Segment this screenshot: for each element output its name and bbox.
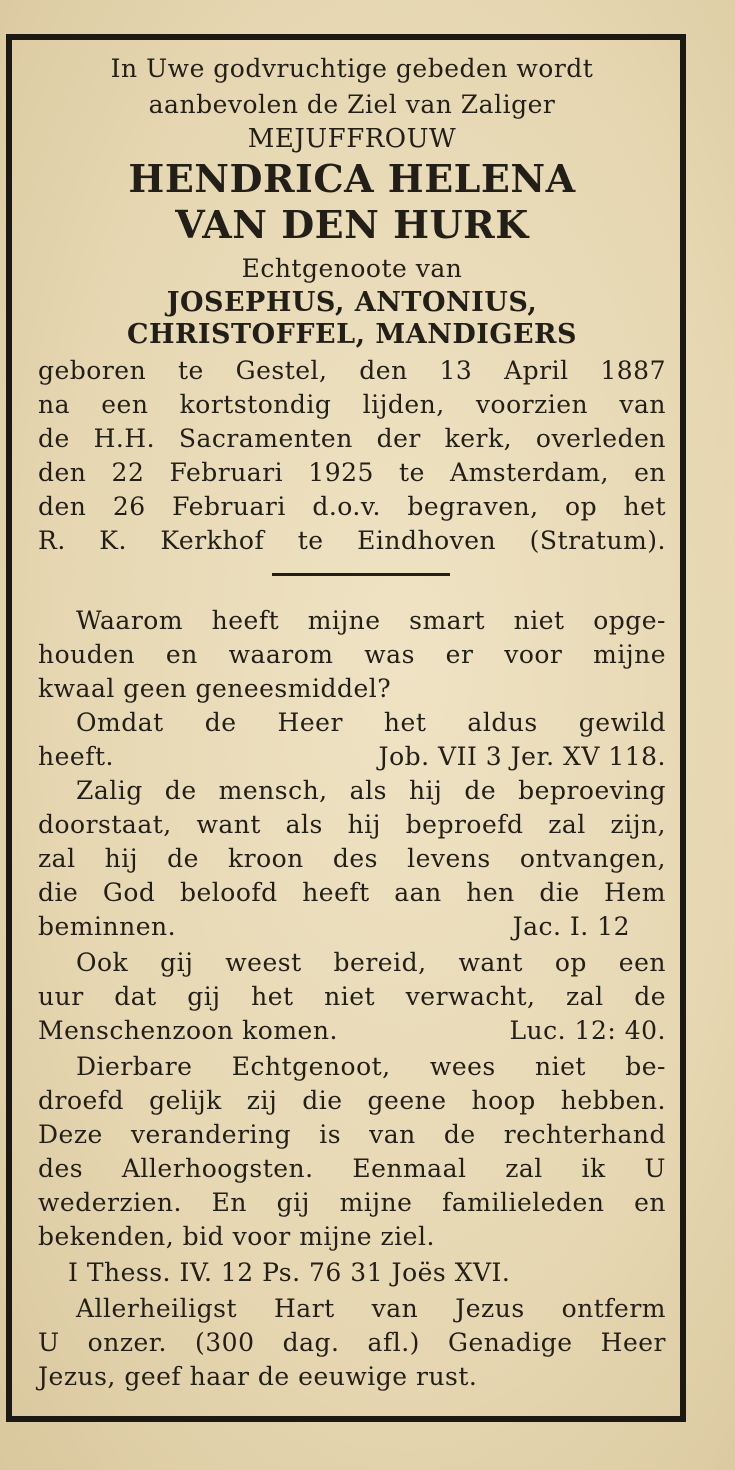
verse-line: zal hij de kroon des levens ontvangen, (38, 844, 666, 873)
verse-line: Omdat de Heer het aldus gewild (76, 708, 666, 737)
verse-line-start: beminnen. (38, 912, 177, 941)
verse-line: wederzien. En gij mijne familieleden en (38, 1188, 666, 1217)
verse-line: Dierbare Echtgenoot, wees niet be- (76, 1052, 666, 1081)
verse-line: Ook gij weest bereid, want op een (76, 948, 666, 977)
verse-line: des Allerhoogsten. Eenmaal zal ik U (38, 1154, 666, 1183)
divider-rule (272, 573, 450, 576)
deceased-name-1: HENDRICA HELENA (128, 156, 576, 201)
bio-line: den 26 Februari d.o.v. begraven, op het (38, 492, 666, 521)
verse-line: bekenden, bid voor mijne ziel. (38, 1222, 435, 1251)
scripture-reference: I Thess. IV. 12 Ps. 76 31 Joës XVI. (68, 1258, 511, 1287)
verse-line: houden en waarom was er voor mijne (38, 640, 666, 669)
prayer-line: U onzer. (300 dag. afl.) Genadige Heer (38, 1328, 666, 1357)
verse-line: droefd gelijk zij die geene hoop hebben. (38, 1086, 666, 1115)
verse-line: doorstaat, want als hij beproefd zal zijn, (38, 810, 666, 839)
verse-line: Waarom heeft mijne smart niet opge- (76, 606, 666, 635)
intro-line-2: aanbevolen de Ziel van Zaliger (148, 90, 556, 119)
bio-line: R. K. Kerkhof te Eindhoven (Stratum). (38, 526, 666, 555)
verse-line-start: heeft. (38, 742, 114, 771)
verse-line-start: Menschenzoon komen. (38, 1016, 338, 1045)
bio-line: geboren te Gestel, den 13 April 1887 (38, 356, 666, 385)
scripture-reference: Luc. 12: 40. (509, 1016, 666, 1045)
scripture-reference: Job. VII 3 Jer. XV 118. (378, 742, 666, 771)
title-mejuffrouw: MEJUFFROUW (247, 124, 457, 154)
bio-line: den 22 Februari 1925 te Amsterdam, en (38, 458, 666, 487)
spouse-name-2: CHRISTOFFEL, MANDIGERS (126, 319, 577, 350)
spouse-label: Echtgenoote van (241, 254, 463, 283)
scripture-reference: Jac. I. 12 (512, 912, 630, 941)
bio-line: de H.H. Sacramenten der kerk, overleden (38, 424, 666, 453)
prayer-line: Allerheiligst Hart van Jezus ontferm (76, 1294, 666, 1323)
verse-line: Deze verandering is van de rechterhand (38, 1120, 666, 1149)
prayer-line: Jezus, geef haar de eeuwige rust. (38, 1362, 478, 1391)
verse-line: Zalig de mensch, als hij de beproeving (76, 776, 666, 805)
verse-line: uur dat gij het niet verwacht, zal de (38, 982, 666, 1011)
deceased-name-2: VAN DEN HURK (175, 202, 529, 247)
intro-line-1: In Uwe godvruchtige gebeden wordt (110, 54, 594, 83)
verse-line: kwaal geen geneesmiddel? (38, 674, 392, 703)
bio-line: na een kortstondig lijden, voorzien van (38, 390, 666, 419)
spouse-name-1: JOSEPHUS, ANTONIUS, (166, 287, 538, 318)
verse-line: die God beloofd heeft aan hen die Hem (38, 878, 666, 907)
